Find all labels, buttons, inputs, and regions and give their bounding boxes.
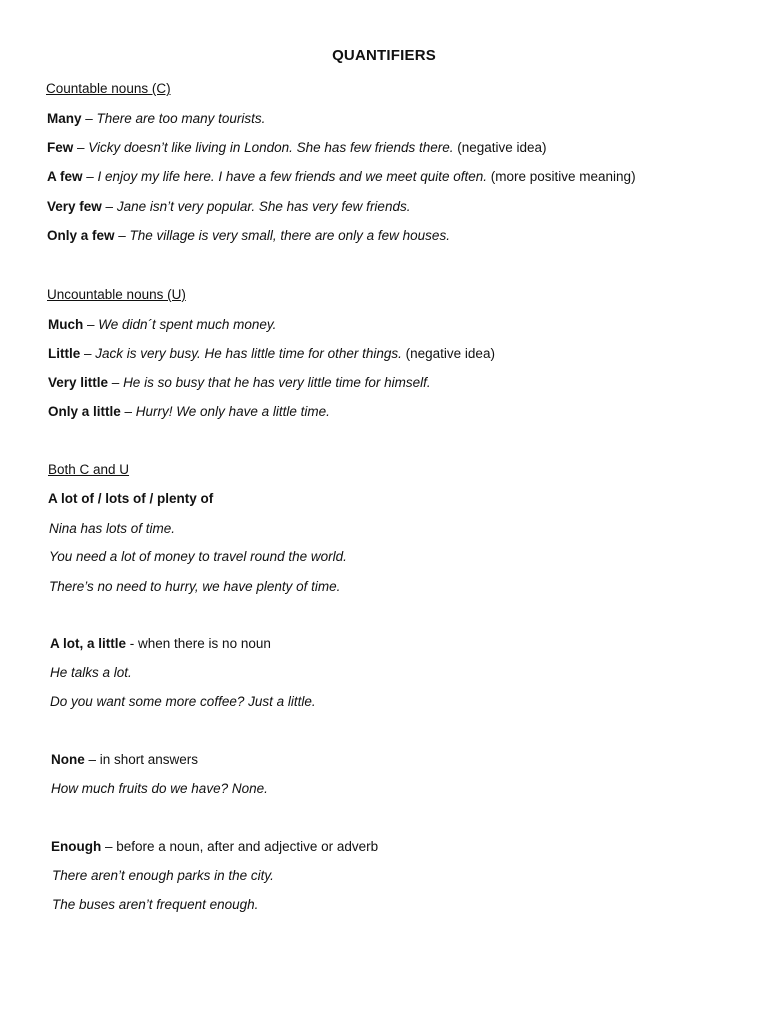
section-heading-both: Both C and U	[48, 462, 130, 477]
entry-example: Jane isn’t very popular. She has very few friends.	[116, 199, 411, 214]
entry-example: We didn´t spent much money.	[98, 317, 277, 332]
entry-example: Jack is very busy. He has little time for other things.	[95, 346, 402, 361]
entry-separator: –	[73, 140, 89, 155]
entry-much	[48, 316, 276, 334]
entry-separator: –	[83, 317, 99, 332]
entry-term: Very little	[48, 375, 109, 390]
entry-term: Little	[48, 346, 81, 361]
example-line: Nina has lots of time.	[49, 521, 176, 536]
example-line: He talks a lot.	[50, 665, 132, 680]
entry-note: – before a noun, after and adjective or adverb	[101, 839, 379, 854]
entry-example: Vicky doesn’t like living in London. She has few friends there.	[88, 140, 454, 155]
entry-little	[48, 345, 495, 363]
example-line: How much fruits do we have? None.	[51, 781, 268, 796]
entry-many	[47, 110, 265, 128]
example-line: You need a lot of money to travel round the world.	[49, 549, 347, 564]
example-line: Do you want some more coffee? Just a little.	[50, 694, 316, 709]
example-line: The buses aren’t frequent enough.	[52, 897, 259, 912]
entry-example: I enjoy my life here. I have a few friends and we meet quite often.	[97, 169, 487, 184]
entry-example: There are too many tourists.	[96, 111, 266, 126]
page-title: QUANTIFIERS	[332, 47, 436, 64]
entry-separator: –	[82, 169, 98, 184]
entry-example: The village is very small, there are only a few houses.	[129, 228, 450, 243]
entry-note: (more positive meaning)	[487, 169, 636, 184]
example-line: There aren’t enough parks in the city.	[52, 868, 274, 883]
entry-separator: –	[101, 199, 117, 214]
entry-term: A lot, a little	[50, 636, 127, 651]
entry-term: Only a little	[48, 404, 121, 419]
entry-very-few	[47, 198, 410, 216]
entry-term: Much	[48, 317, 84, 332]
entry-separator: –	[81, 111, 97, 126]
section-heading-countable: Countable nouns (C)	[46, 81, 171, 96]
entry-few	[47, 139, 547, 157]
entry-term-a-lot-of: A lot of / lots of / plenty of	[48, 491, 214, 506]
entry-term: Only a few	[47, 228, 115, 243]
entry-term: None	[51, 752, 85, 767]
entry-a-few	[47, 168, 636, 186]
entry-a-lot-a-little	[50, 635, 271, 653]
entry-term: Very few	[47, 199, 102, 214]
entry-separator: –	[120, 404, 136, 419]
entry-enough	[51, 838, 378, 856]
entry-note: (negative idea)	[453, 140, 547, 155]
entry-term: Few	[47, 140, 74, 155]
entry-separator: –	[80, 346, 96, 361]
example-line: There’s no need to hurry, we have plenty of time.	[49, 579, 341, 594]
entry-separator: –	[114, 228, 130, 243]
entry-none	[51, 751, 198, 769]
entry-note: (negative idea)	[401, 346, 495, 361]
entry-term: A few	[47, 169, 83, 184]
entry-note: – in short answers	[84, 752, 199, 767]
entry-example: He is so busy that he has very little time for himself.	[123, 375, 431, 390]
entry-only-a-little	[48, 403, 330, 421]
entry-only-a-few	[47, 227, 450, 245]
entry-very-little	[48, 374, 431, 392]
entry-note: - when there is no noun	[126, 636, 271, 651]
section-heading-uncountable: Uncountable nouns (U)	[47, 287, 186, 302]
entry-term: Enough	[51, 839, 102, 854]
entry-term: Many	[47, 111, 82, 126]
entry-example: Hurry! We only have a little time.	[135, 404, 330, 419]
entry-separator: –	[108, 375, 124, 390]
